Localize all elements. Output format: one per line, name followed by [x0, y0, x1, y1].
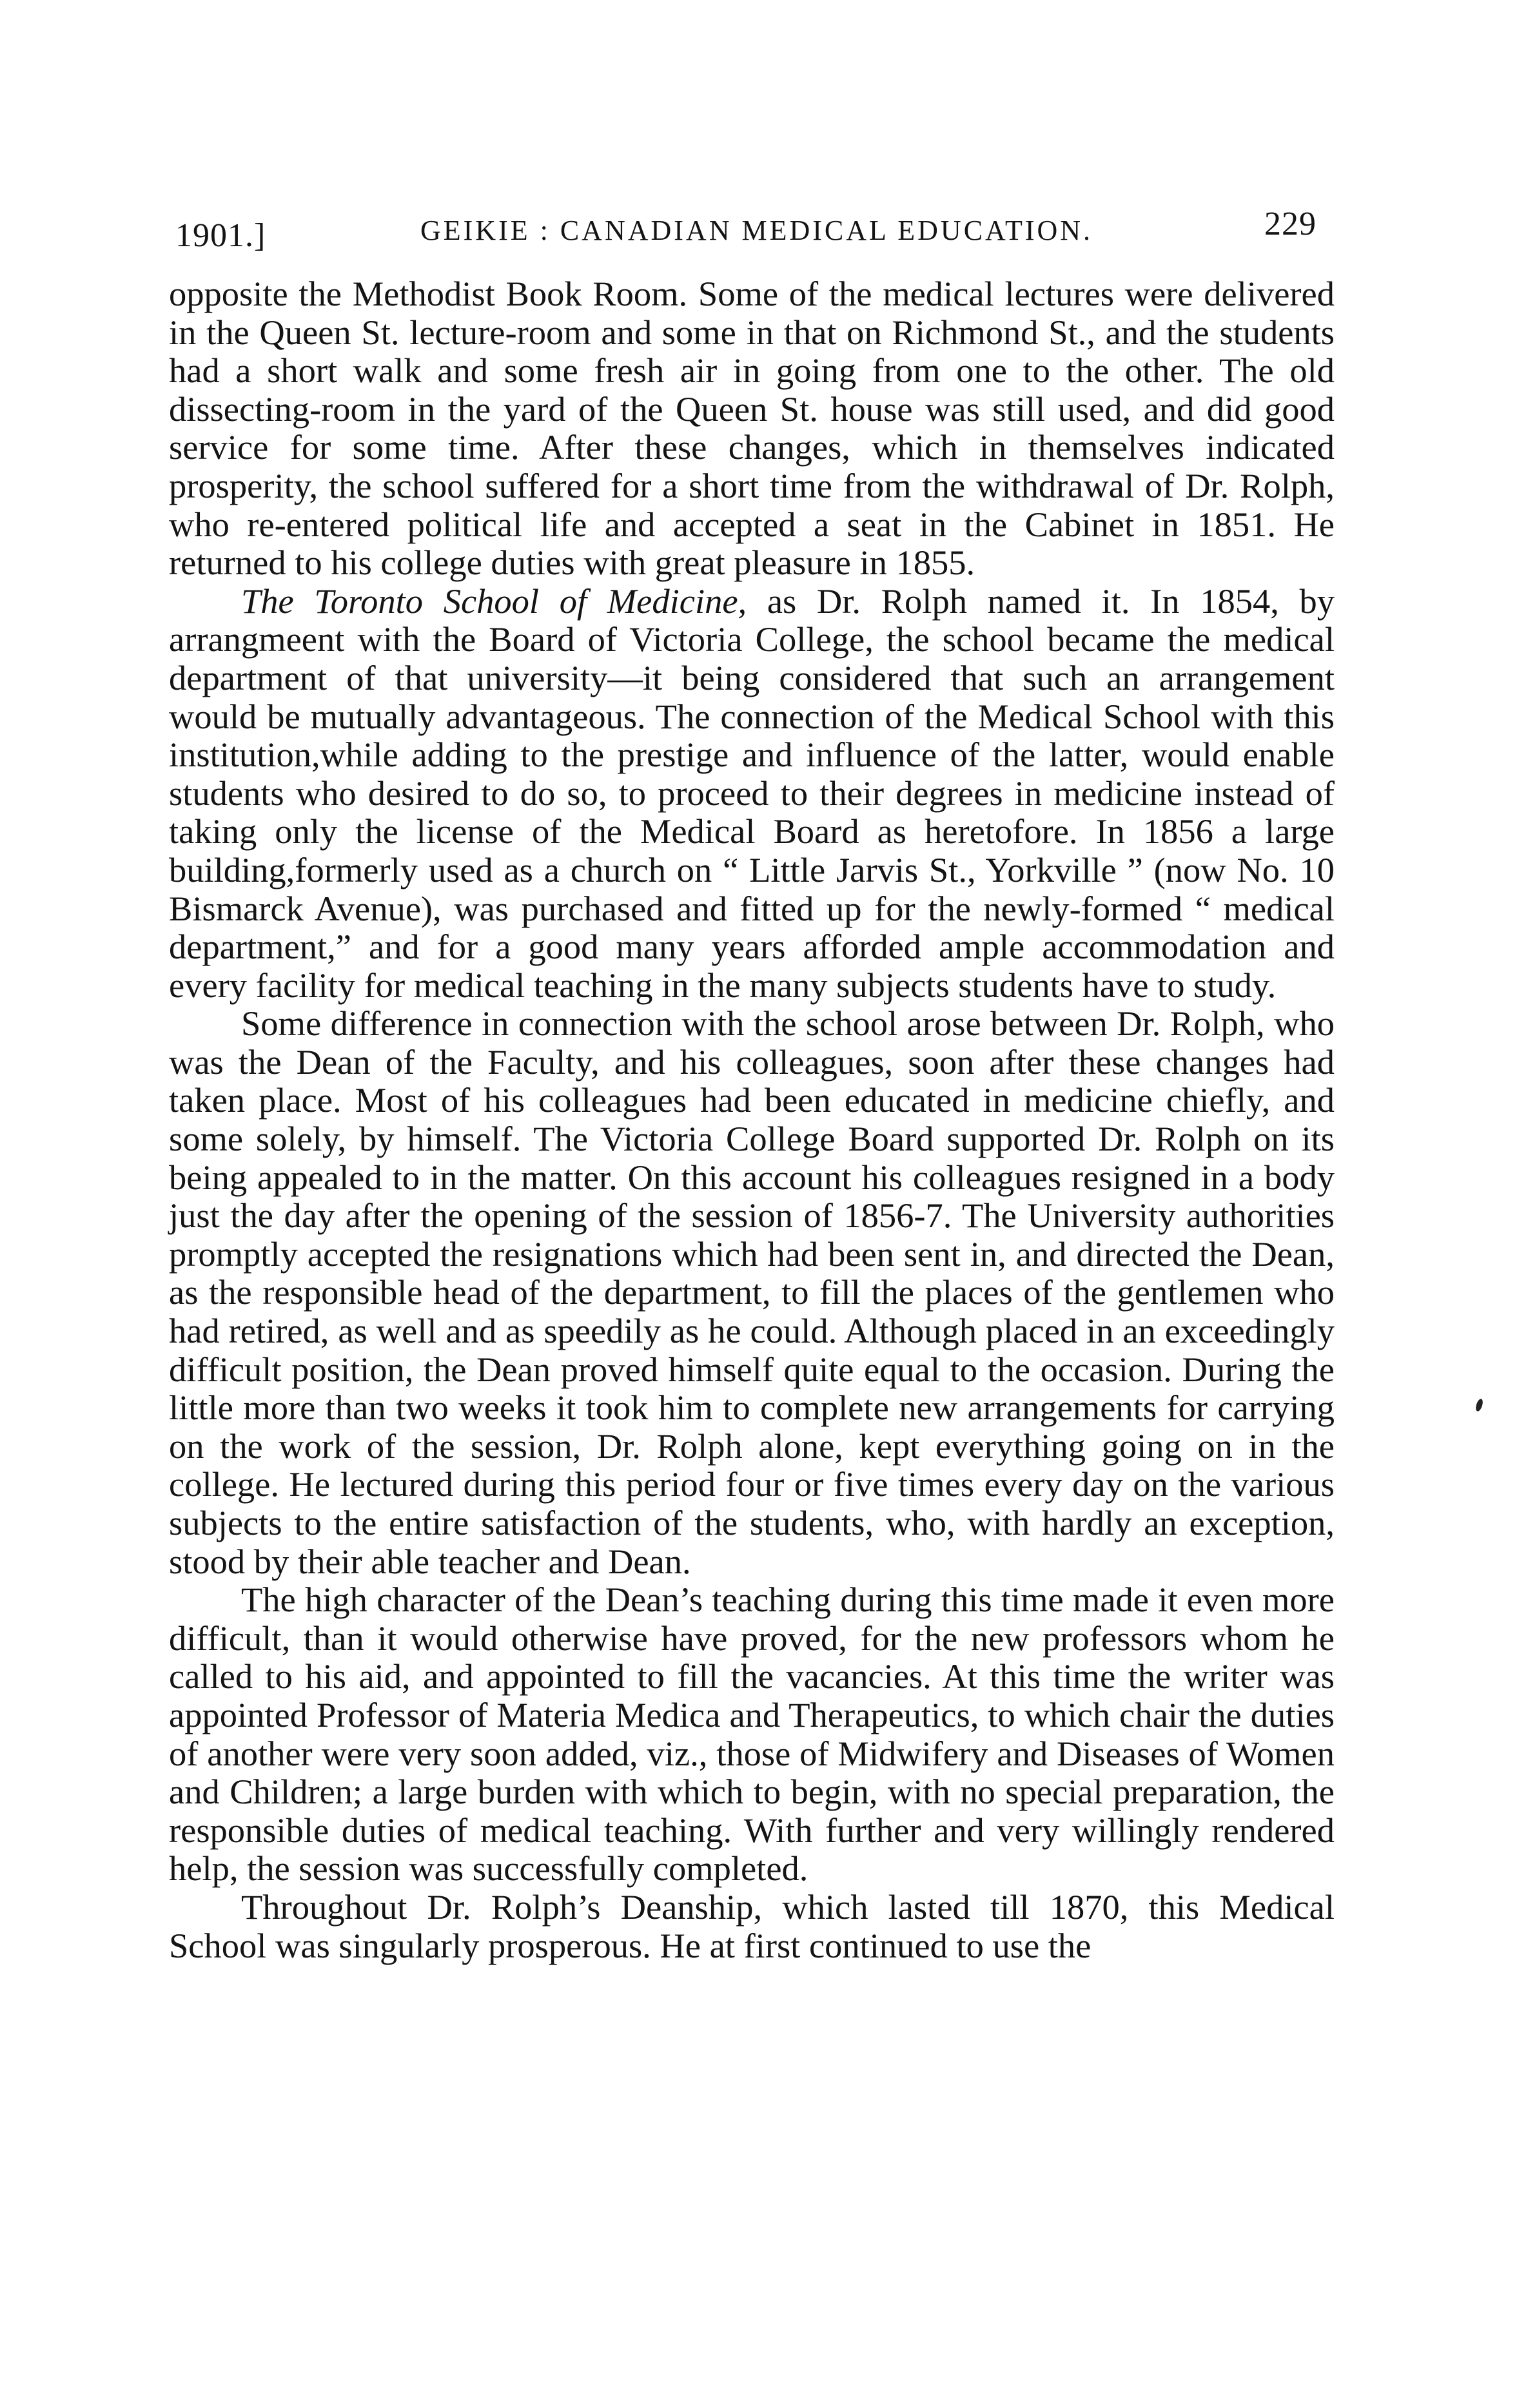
paragraph-5 [169, 1888, 1335, 1965]
paragraph-2 [169, 582, 1335, 1005]
paragraph-4 [169, 1580, 1335, 1888]
paragraph-3-text: Some difference in connection with the school arose between Dr. Rolph, who was the Dean of the Faculty, and his colleagues, soon after these changes had taken place. Most of his colleagues had been educated in medicine chiefly, and some solely, by himself. The Victoria College Board supported Dr. Rolph on its being appealed to in the matter. On this account his colleagues resigned in a body just the day after the opening of the session of 1856-7. The University authorities promptly accepted the resignations which had been sent in, and directed the Dean, as the responsible head of the department, to fill the places of the gentlemen who had retired, as well and as speedily as he could. Although placed in an exceedingly difficult position, the Dean proved himself quite equal to the occasion. During the little more than two weeks it took him to complete new arrangements for carrying on the work of the session, Dr. Rolph alone, kept everything going on in the college. He lectured during this period four or five times every day on the various subjects to the entire satisfaction of the students, who, with hardly an exception, stood by their able teacher and Dean. [169, 1004, 1335, 1581]
page-number: 229 [1264, 206, 1317, 242]
header-year: 1901.] [175, 217, 266, 254]
body-text [169, 275, 1335, 1965]
ink-speck [1474, 1398, 1484, 1412]
school-name-italic: The Toronto School of Medicine, [241, 581, 747, 621]
running-header [169, 205, 1342, 257]
paragraph-1-text: opposite the Methodist Book Room. Some of the medical lectures were delivered in the Queen St. lecture-room and some in that on Richmond St., and the students had a short walk and some fresh air in going from one to the other. The old dissecting-room in the yard of the Queen St. house was still used, and did good service for some time. After these changes, which in themselves indicated prosperity, the school suffered for a short time from the withdrawal of Dr. Rolph, who re-entered political life and accepted a seat in the Cabinet in 1851. He returned to his college duties with great pleasure in 1855. [169, 274, 1335, 583]
paragraph-3 [169, 1004, 1335, 1580]
running-title: GEIKIE : CANADIAN MEDICAL EDUCATION. [420, 215, 1093, 246]
paragraph-4-text: The high character of the Dean’s teaching during this time made it even more difficult, than it would otherwise have proved, for the new professors whom he called to his aid, and appointed to fill the vacancies. At this time the writer was appointed Professor of Materia Medica and Therapeutics, to which chair the duties of another were very soon added, viz., those of Midwifery and Diseases of Women and Children; a large burden with which to begin, with no special preparation, the responsible duties of medical teaching. With further and very willingly rendered help, the session was successfully completed. [169, 1580, 1335, 1889]
paragraph-2-text: as Dr. Rolph named it. In 1854, by arrangmeent with the Board of Victoria College, the school became the medical department of that university—it being considered that such an arrangement would be mutually advantageous. The connection of the Medical School with this institution,while adding to the prestige and influence of the latter, would enable students who desired to do so, to proceed to their degrees in medicine instead of taking only the license of the Medical Board as heretofore. In 1856 a large building,formerly used as a church on “ Little Jarvis St., Yorkville ” (now No. 10 Bismarck Avenue), was purchased and fitted up for the newly-formed “ medical department,” and for a good many years afforded ample accommodation and every facility for medical teaching in the many subjects students have to study. [169, 581, 1335, 1005]
paragraph-1 [169, 275, 1335, 582]
paragraph-5-text: Throughout Dr. Rolph’s Deanship, which lasted till 1870, this Medical School was singularly prosperous. He at first continued to use the [169, 1887, 1335, 1965]
